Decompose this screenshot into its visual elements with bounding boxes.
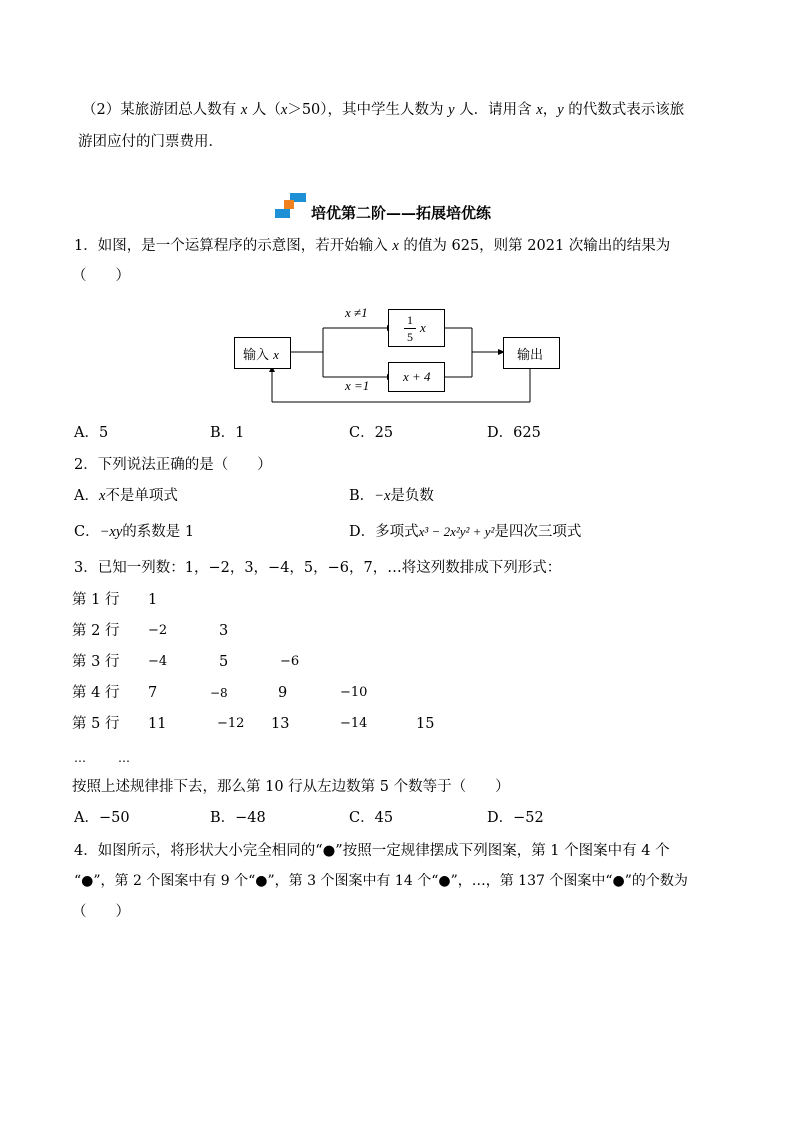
row-cell: 5 xyxy=(219,654,229,670)
intro-text: 人．请用含 xyxy=(459,102,532,118)
flow-top-box xyxy=(388,309,445,347)
row-cell: 15 xyxy=(416,716,435,732)
row-cell: −8 xyxy=(210,686,228,700)
ellipsis: … xyxy=(74,751,86,765)
flow-cond-bottom: x =1 xyxy=(345,378,370,393)
q1-option-d: D．625 xyxy=(487,425,541,441)
option-letter: C． xyxy=(74,524,100,540)
row-cell: −12 xyxy=(217,716,245,731)
row-cell: −2 xyxy=(148,623,168,638)
row-cell: −4 xyxy=(148,654,168,669)
q3-option-c: C．45 xyxy=(349,810,394,826)
q3-option-b: B．−48 xyxy=(210,810,266,826)
row-label: 第 1 行 xyxy=(72,592,120,608)
option-text: 是四次三项式 xyxy=(494,524,582,540)
row-cell: −10 xyxy=(340,685,368,700)
q2-option-c xyxy=(74,522,194,542)
row-cell: −6 xyxy=(280,654,300,669)
q1-text xyxy=(74,236,670,256)
var-x: x xyxy=(273,347,279,362)
row-cell: 1 xyxy=(148,592,158,608)
q1-text-a: 1．如图，是一个运算程序的示意图，若开始输入 xyxy=(74,238,388,254)
expr: −xy xyxy=(99,524,123,540)
var-x: x xyxy=(98,488,106,504)
q4-line-2: “●”，第 2 个图案中有 9 个“●”，第 3 个图案中有 14 个“●”，…，第 137 个图案中“●”的个数为 xyxy=(74,873,688,889)
q3-option-d: D．−52 xyxy=(487,810,544,826)
q4-line-1: 4．如图所示，将形状大小完全相同的“●”按照一定规律摆成下列图案，第 1 个图案中有 4 个 xyxy=(74,843,670,859)
intro-text: ， xyxy=(542,102,558,118)
option-letter: A． xyxy=(74,488,99,504)
q2-option-b xyxy=(349,486,434,506)
row-cell: 9 xyxy=(278,685,288,701)
q2-text: 2．下列说法正确的是（ ） xyxy=(74,457,272,473)
section-logo-icon xyxy=(274,192,310,220)
intro-text: ＞50），其中学生人数为 xyxy=(287,102,444,118)
row-cell: 11 xyxy=(148,716,167,732)
logo-block-bottom xyxy=(275,209,290,218)
q1-text-b: 的值为 625，则第 2021 次输出的结果为 xyxy=(403,238,671,254)
q1-option-b: B．1 xyxy=(210,425,245,441)
var-x: x xyxy=(392,238,399,254)
q2-option-d xyxy=(349,522,581,542)
option-text: 是负数 xyxy=(390,488,434,504)
option-letter: D．多项式 xyxy=(349,524,419,540)
var-y: y xyxy=(448,102,455,118)
intro-text: 的代数式表示该旅 xyxy=(568,102,685,118)
flow-bottom-box xyxy=(388,362,445,392)
row-label: 第 3 行 xyxy=(72,654,120,670)
fraction-numerator: 1 xyxy=(407,313,413,327)
expr: x³ − 2x²y² + y² xyxy=(418,524,495,539)
option-text: 不是单项式 xyxy=(105,488,178,504)
row-label: 第 5 行 xyxy=(72,716,120,732)
q3-question: 按照上述规律排下去，那么第 10 行从左边数第 5 个数等于（ ） xyxy=(72,779,510,795)
q2-option-a xyxy=(74,486,178,506)
var-x: x xyxy=(240,102,248,118)
var-x: x xyxy=(536,102,543,118)
flow-input-label xyxy=(243,344,279,363)
q1-option-a: A．5 xyxy=(74,425,109,441)
q1-option-c: C．25 xyxy=(349,425,394,441)
row-label: 第 4 行 xyxy=(72,685,120,701)
row-label: 第 2 行 xyxy=(72,623,120,639)
flow-output-text: 输出 xyxy=(517,348,544,363)
fraction-bar xyxy=(404,328,416,329)
row-cell: 3 xyxy=(219,623,229,639)
section-title: 培优第二阶——拓展培优练 xyxy=(311,204,492,222)
q4-paren: （ ） xyxy=(72,904,130,920)
intro-line-1 xyxy=(82,100,684,120)
logo-block-mid xyxy=(284,200,294,209)
fraction-denominator: 5 xyxy=(407,330,413,344)
option-letter: B． xyxy=(349,488,375,504)
var-x: x xyxy=(280,102,288,118)
q1-paren: （ ） xyxy=(72,268,130,284)
row-cell: −14 xyxy=(340,716,368,731)
flow-bottom-op: x + 4 xyxy=(403,369,431,384)
flow-output-box xyxy=(503,337,560,369)
intro-line-2: 游团应付的门票费用． xyxy=(78,134,223,150)
intro-text: （2）某旅游团总人数有 xyxy=(82,102,237,118)
q3-text: 3．已知一列数：1，−2，3，−4，5，−6，7，…将这列数排成下列形式： xyxy=(74,560,562,576)
q3-option-a: A．−50 xyxy=(74,810,130,826)
flow-cond-top: x ≠1 xyxy=(345,305,368,320)
fraction-var: x xyxy=(420,320,426,335)
intro-text: 人（ xyxy=(251,102,281,118)
var-y: y xyxy=(557,102,564,118)
ellipsis: … xyxy=(118,751,130,765)
flow-input-text: 输入 xyxy=(243,348,270,363)
option-text: 的系数是 1 xyxy=(122,524,195,540)
expr: −x xyxy=(374,488,391,504)
row-cell: 7 xyxy=(148,685,158,701)
flow-input-box xyxy=(234,337,291,369)
row-cell: 13 xyxy=(271,716,290,732)
